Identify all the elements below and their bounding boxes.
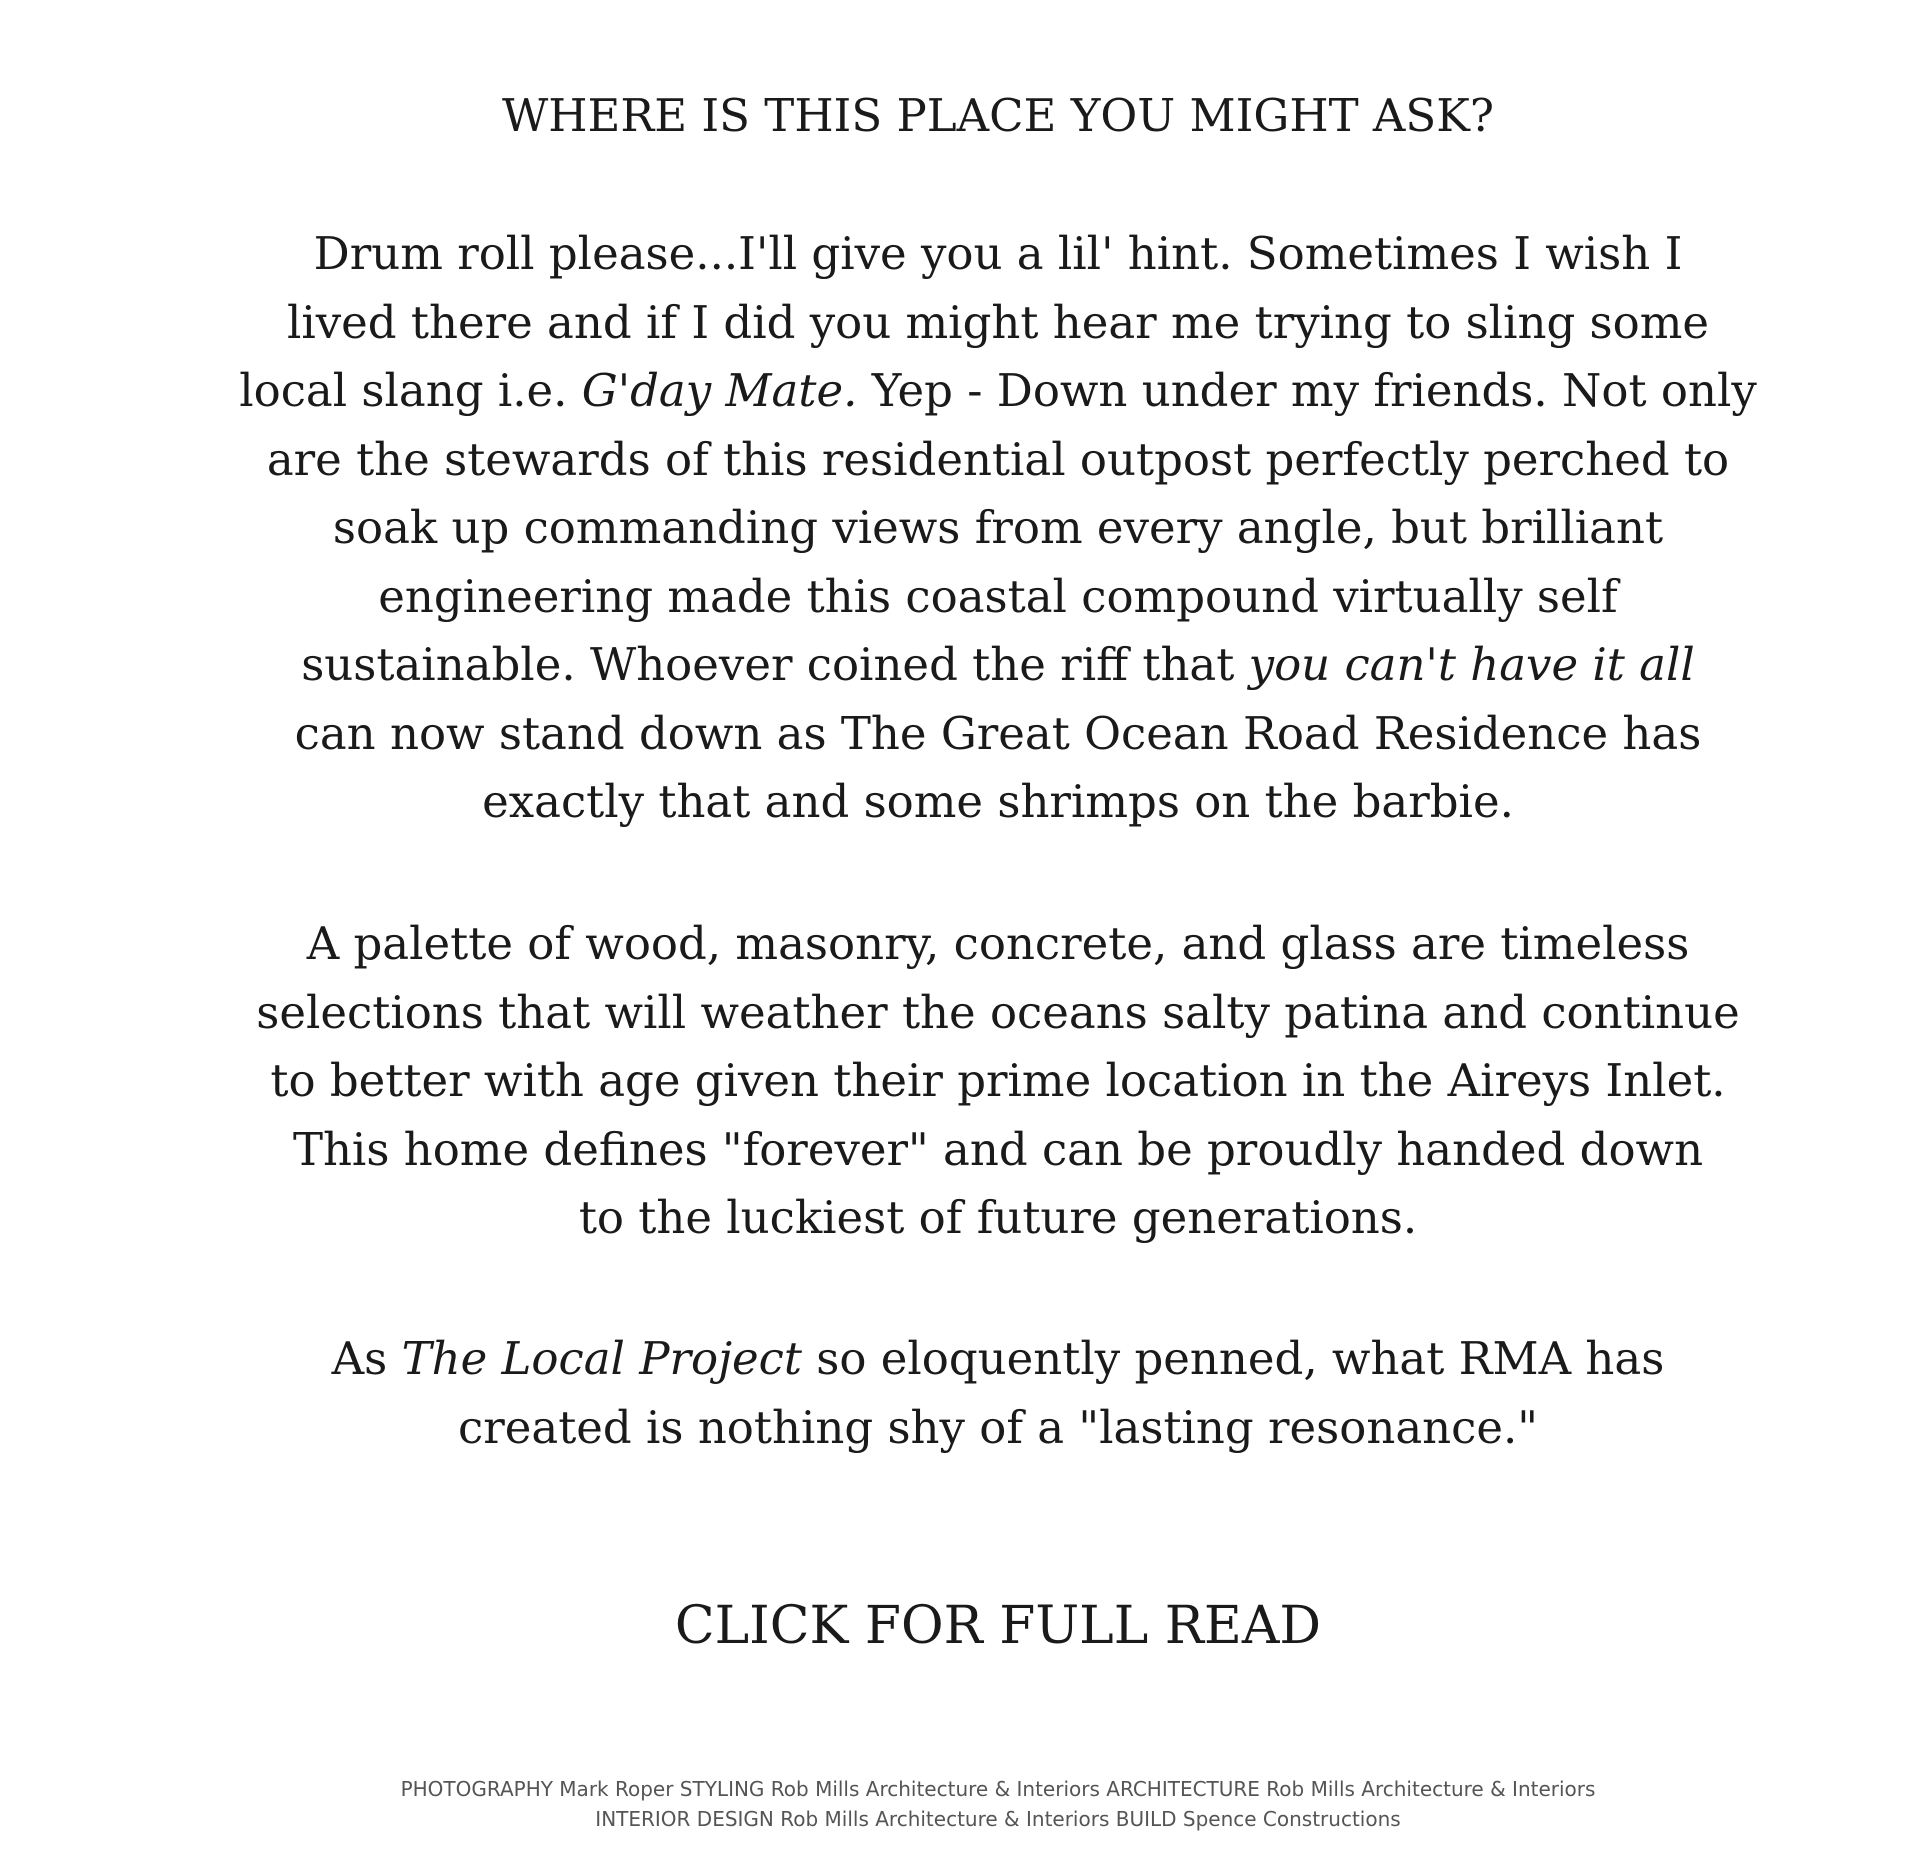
paragraph-line: are the stewards of this residential outpost perfectly perched to [266,432,1730,486]
paragraph-line: engineering made this coastal compound virtually self [378,569,1618,623]
text-run: Yep - Down under my friends. Not only [857,364,1757,417]
paragraph-line: This home defines "forever" and can be proudly handed down [292,1122,1704,1176]
paragraph-line [0,631,1920,700]
paragraph-line: lived there and if I did you might hear me trying to sling some [286,295,1710,349]
text-run: so eloquently penned, what RMA has [801,1332,1665,1385]
italic-publication-name: The Local Project [401,1332,802,1385]
italic-phrase-cant-have-it-all: you can't have it all [1248,638,1695,691]
text-run: sustainable. Whoever coined the riff that [301,638,1249,691]
photo-credits [0,1774,1920,1834]
paragraph-line: to better with age given their prime location in the Aireys Inlet. [270,1054,1726,1107]
paragraph-line: A palette of wood, masonry, concrete, and glass are timeless [306,917,1690,970]
paragraph-line [0,1325,1920,1394]
paragraph-line: created is nothing shy of a "lasting resonance." [458,1400,1538,1454]
paragraph-line [0,357,1920,426]
paragraph-line: selections that will weather the oceans salty patina and continue [256,985,1740,1039]
paragraph-line: Drum roll please...I'll give you a lil' hint. Sometimes I wish I [313,227,1683,280]
italic-phrase-gday-mate: G'day Mate. [581,364,858,417]
text-run: As [331,1332,402,1385]
text-run: local slang i.e. [239,364,582,417]
paragraph-line: exactly that and some shrimps on the barbie. [482,775,1514,828]
credits-line: PHOTOGRAPHY Mark Roper STYLING Rob Mills Architecture & Interiors ARCHITECTURE Rob Mills Architecture & Interiors [400,1777,1596,1801]
paragraph-line: soak up commanding views from every angle, but brilliant [332,501,1664,554]
full-read-link[interactable]: CLICK FOR FULL READ [674,1596,1322,1656]
paragraph-line: can now stand down as The Great Ocean Road Residence has [294,706,1702,760]
paragraph-quote [0,1325,1920,1462]
credits-line: INTERIOR DESIGN Rob Mills Architecture & Interiors BUILD Spence Constructions [595,1807,1401,1831]
paragraph-line: to the luckiest of future generations. [578,1191,1418,1244]
section-heading: WHERE IS THIS PLACE YOU MIGHT ASK? [502,89,1494,142]
paragraph-materials [0,910,1920,1253]
paragraph-intro [0,220,1920,837]
